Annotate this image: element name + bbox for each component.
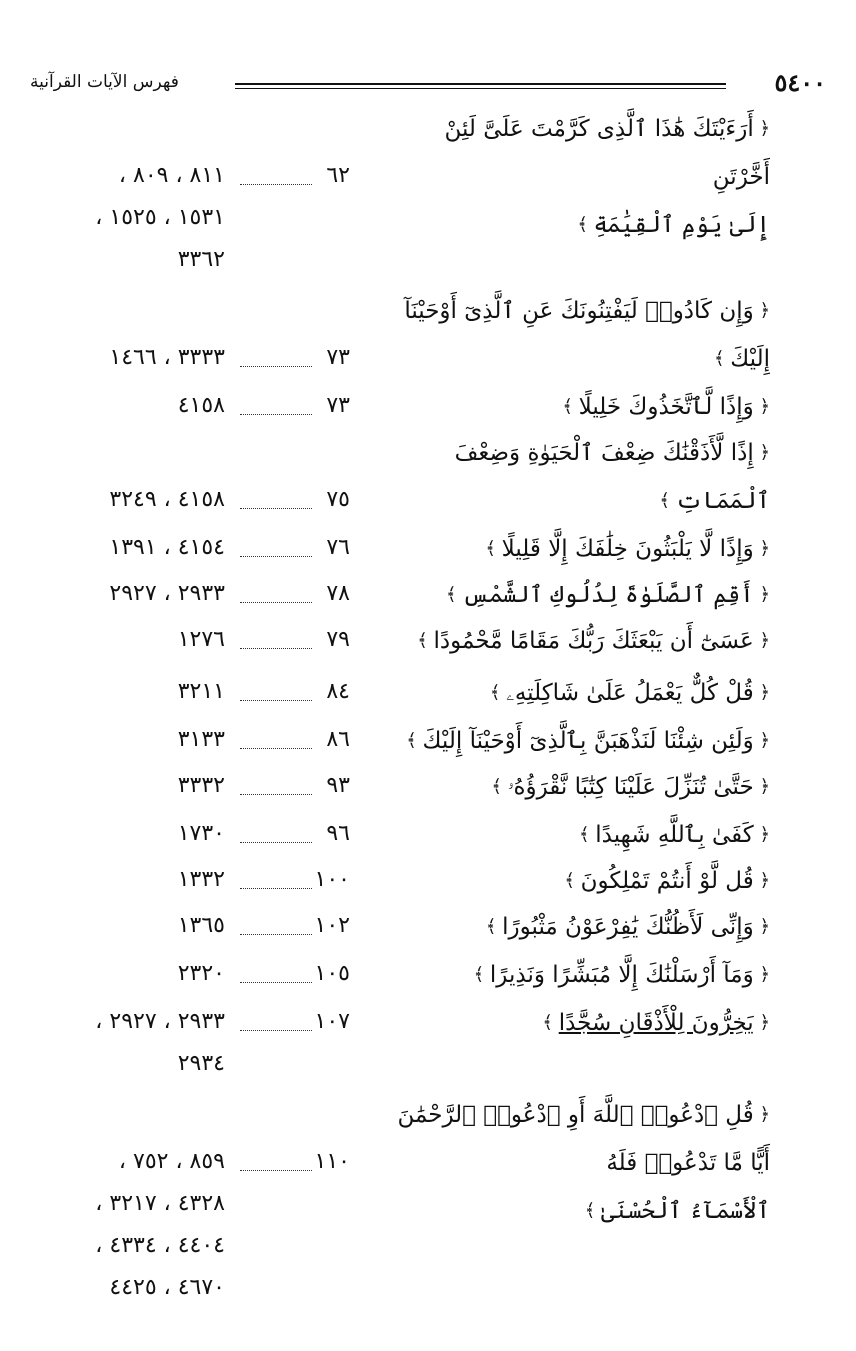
bracket-close-icon: ﴾ bbox=[491, 776, 508, 797]
verse-line bbox=[385, 617, 770, 665]
verse-line bbox=[385, 903, 770, 951]
index-entry bbox=[0, 951, 856, 999]
index-entry bbox=[0, 287, 856, 383]
verse-text bbox=[385, 429, 770, 525]
index-entry bbox=[0, 525, 856, 571]
reference-line: ٤٦٧٠ ، ٤٤٢٥ bbox=[109, 1275, 225, 1300]
index-entry bbox=[0, 811, 856, 857]
index-entry bbox=[0, 999, 856, 1091]
reference-line: ٤١٥٨ bbox=[177, 393, 225, 418]
bracket-close-icon: ﴾ bbox=[659, 490, 676, 511]
reference-line: ١٣٦٥ bbox=[177, 913, 225, 938]
verse-line-text: أَرَءَيْتَكَ هَٰذَا ٱلَّذِى كَرَّمْتَ عَلَىَّ لَئِنْ أَخَّرْتَنِ bbox=[444, 116, 770, 190]
reference-line: ١٢٧٦ bbox=[177, 627, 225, 652]
dot-leader bbox=[240, 1170, 312, 1171]
dot-leader bbox=[240, 842, 312, 843]
reference-line: ٣٢١١ bbox=[177, 679, 225, 704]
verse-text bbox=[385, 811, 770, 859]
reference-line: ٤١٥٤ ، ١٣٩١ bbox=[109, 535, 225, 560]
bracket-close-icon: ﴾ bbox=[578, 824, 596, 845]
ayah-number: ٨٦ bbox=[326, 727, 350, 752]
reference-line: ٢٩٣٤ bbox=[177, 1051, 225, 1076]
reference-list bbox=[40, 1001, 225, 1085]
verse-text bbox=[385, 999, 770, 1047]
bracket-close-icon: ﴾ bbox=[485, 916, 503, 937]
ayah-number: ١٠٥ bbox=[314, 961, 350, 986]
dot-leader bbox=[240, 556, 312, 557]
bracket-open-icon: ﴿ bbox=[753, 824, 770, 845]
bracket-close-icon: ﴾ bbox=[417, 630, 434, 651]
bracket-open-icon: ﴿ bbox=[753, 442, 770, 463]
verse-line bbox=[385, 999, 770, 1047]
index-entry bbox=[0, 1091, 856, 1300]
dot-leader bbox=[240, 700, 312, 701]
ayah-number: ٩٣ bbox=[326, 773, 350, 798]
bracket-close-icon: ﴾ bbox=[564, 870, 581, 891]
reference-list bbox=[40, 619, 225, 661]
verse-text bbox=[385, 669, 770, 717]
verse-line bbox=[385, 571, 770, 619]
bracket-open-icon: ﴿ bbox=[753, 1104, 770, 1125]
verse-line-text: قُلْ كُلٌّ يَعْمَلُ عَلَىٰ شَاكِلَتِهِۦ bbox=[506, 680, 754, 706]
index-entry bbox=[0, 763, 856, 811]
verse-line-text: وَلَئِن شِئْنَا لَنَذْهَبَنَّ بِٱلَّذِىٓ أَوْحَيْنَآ إِلَيْكَ bbox=[422, 728, 754, 754]
verse-text bbox=[385, 903, 770, 951]
reference-line: ٤٤٠٤ ، ٤٣٣٤ ، bbox=[95, 1233, 225, 1258]
bracket-open-icon: ﴿ bbox=[753, 682, 770, 703]
dot-leader bbox=[240, 366, 312, 367]
dot-leader bbox=[240, 184, 312, 185]
bracket-close-icon: ﴾ bbox=[584, 1200, 601, 1221]
dot-leader bbox=[240, 934, 312, 935]
verse-text bbox=[385, 951, 770, 999]
verse-line-text: يَخِرُّونَ لِلْأَذْقَانِ سُجَّدًا bbox=[558, 1010, 754, 1036]
ayah-number: ١١٠ bbox=[314, 1149, 350, 1174]
verse-line-text: إِلَيْكَ bbox=[730, 346, 770, 372]
reference-line: ٣٣٣٣ ، ١٤٦٦ bbox=[109, 345, 225, 370]
bracket-close-icon: ﴾ bbox=[489, 682, 507, 703]
reference-list bbox=[40, 573, 225, 615]
verse-text bbox=[385, 571, 770, 619]
ayah-number: ٧٣ bbox=[326, 345, 350, 370]
verse-text bbox=[385, 1091, 770, 1235]
bracket-open-icon: ﴿ bbox=[753, 916, 770, 937]
bracket-close-icon: ﴾ bbox=[406, 730, 423, 751]
verse-line bbox=[385, 429, 770, 477]
reference-list bbox=[40, 719, 225, 761]
bracket-close-icon: ﴾ bbox=[542, 1012, 559, 1033]
bracket-open-icon: ﴿ bbox=[753, 630, 770, 651]
verse-line-text: قُل لَّوْ أَنتُمْ تَمْلِكُونَ bbox=[580, 868, 754, 894]
bracket-open-icon: ﴿ bbox=[753, 964, 770, 985]
reference-line: ٨١١ ، ٨٠٩ ، bbox=[118, 163, 225, 188]
verse-line-text: وَإِذًا لَّٱتَّخَذُوكَ خَلِيلًا bbox=[578, 394, 754, 420]
bracket-open-icon: ﴿ bbox=[753, 730, 770, 751]
ayah-number: ٧٩ bbox=[326, 627, 350, 652]
bracket-close-icon: ﴾ bbox=[562, 396, 579, 417]
reference-line: ٣٣٣٢ bbox=[177, 773, 225, 798]
running-title: فهرس الآيات القرآنية bbox=[30, 72, 179, 92]
reference-line: ١٧٣٠ bbox=[177, 821, 225, 846]
reference-line: ٣٣٦٢ bbox=[177, 247, 225, 272]
bracket-open-icon: ﴿ bbox=[753, 118, 770, 139]
dot-leader bbox=[240, 602, 312, 603]
verse-text bbox=[385, 717, 770, 765]
verse-line-text: ٱلْمَمَاتِ bbox=[675, 488, 770, 514]
verse-text bbox=[385, 383, 770, 431]
verse-line bbox=[385, 951, 770, 999]
reference-line: ٨٥٩ ، ٧٥٢ ، bbox=[118, 1149, 225, 1174]
reference-list bbox=[40, 479, 225, 521]
verse-text bbox=[385, 617, 770, 665]
verse-line bbox=[385, 201, 770, 249]
index-entry bbox=[0, 903, 856, 951]
reference-list bbox=[40, 527, 225, 569]
bracket-open-icon: ﴿ bbox=[753, 1012, 770, 1033]
verse-line-text: حَتَّىٰ تُنَزِّلَ عَلَيْنَا كِتَٰبًا نَّقْرَؤُهُۥ bbox=[507, 774, 754, 800]
verse-line bbox=[385, 717, 770, 765]
verse-line bbox=[385, 811, 770, 859]
verse-line-text: إِلَىٰ يَوْمِ ٱلْقِيَٰمَةِ bbox=[593, 212, 770, 238]
reference-line: ١٣٣٢ bbox=[177, 867, 225, 892]
verse-line-text: إِذًا لَّأَذَقْنَٰكَ ضِعْفَ ٱلْحَيَوٰةِ وَضِعْفَ bbox=[454, 440, 754, 466]
index-entry bbox=[0, 669, 856, 717]
verse-line-text: وَإِذًا لَّا يَلْبَثُونَ خِلَٰفَكَ إِلَّا قَلِيلًا bbox=[501, 536, 754, 562]
verse-line-text: ٱلْأَسْمَآءُ ٱلْحُسْنَىٰ bbox=[600, 1198, 770, 1224]
reference-list bbox=[40, 1141, 225, 1309]
dot-leader bbox=[240, 982, 312, 983]
index-entry bbox=[0, 571, 856, 617]
ayah-number: ٧٣ bbox=[326, 393, 350, 418]
index-entry bbox=[0, 429, 856, 525]
bracket-open-icon: ﴿ bbox=[753, 584, 770, 605]
page-header bbox=[30, 70, 826, 100]
verse-line-text: كَفَىٰ بِٱللَّهِ شَهِيدًا bbox=[595, 822, 754, 848]
ayah-number: ٧٥ bbox=[326, 487, 350, 512]
reference-list bbox=[40, 337, 225, 379]
verse-line bbox=[385, 335, 770, 383]
dot-leader bbox=[240, 508, 312, 509]
verse-text bbox=[385, 105, 770, 249]
ayah-number: ٨٤ bbox=[326, 679, 350, 704]
reference-list bbox=[40, 765, 225, 807]
bracket-close-icon: ﴾ bbox=[473, 964, 490, 985]
reference-line: ٢٣٢٠ bbox=[177, 961, 225, 986]
index-entry bbox=[0, 857, 856, 903]
reference-line: ٤٣٢٨ ، ٣٢١٧ ، bbox=[95, 1191, 225, 1216]
header-rule bbox=[235, 83, 726, 85]
verse-line-text: وَمَآ أَرْسَلْنَٰكَ إِلَّا مُبَشِّرًا وَنَذِيرًا bbox=[489, 962, 754, 988]
verse-line bbox=[385, 383, 770, 431]
index-entry bbox=[0, 383, 856, 429]
bracket-close-icon: ﴾ bbox=[713, 348, 731, 369]
ayah-number: ٦٢ bbox=[326, 163, 350, 188]
bracket-close-icon: ﴾ bbox=[445, 584, 463, 605]
index-entry bbox=[0, 617, 856, 669]
verse-line bbox=[385, 525, 770, 573]
verse-line bbox=[385, 287, 770, 335]
bracket-open-icon: ﴿ bbox=[753, 870, 770, 891]
index-entry bbox=[0, 105, 856, 287]
reference-list bbox=[40, 859, 225, 901]
ayah-number: ٧٨ bbox=[326, 581, 350, 606]
verse-line-text: أَقِمِ ٱلصَّلَوٰةَ لِدُلُوكِ ٱلشَّمْسِ bbox=[462, 582, 754, 608]
dot-leader bbox=[240, 794, 312, 795]
reference-line: ٢٩٣٣ ، ٢٩٢٧ ، bbox=[95, 1009, 225, 1034]
reference-list bbox=[40, 671, 225, 713]
verse-text bbox=[385, 857, 770, 905]
dot-leader bbox=[240, 888, 312, 889]
dot-leader bbox=[240, 1030, 312, 1031]
reference-list bbox=[40, 813, 225, 855]
verse-line bbox=[385, 669, 770, 717]
verse-line bbox=[385, 1091, 770, 1187]
verse-line bbox=[385, 105, 770, 201]
header-rule-thin bbox=[235, 88, 726, 89]
dot-leader bbox=[240, 648, 312, 649]
page-number: ٥٤٠٠ bbox=[774, 68, 826, 97]
reference-line: ٢٩٣٣ ، ٢٩٢٧ bbox=[109, 581, 225, 606]
verse-line bbox=[385, 1187, 770, 1235]
index-entry bbox=[0, 717, 856, 763]
bracket-open-icon: ﴿ bbox=[753, 776, 770, 797]
verse-text bbox=[385, 763, 770, 811]
ayah-number: ١٠٢ bbox=[314, 913, 350, 938]
bracket-open-icon: ﴿ bbox=[753, 538, 770, 559]
verse-text bbox=[385, 287, 770, 383]
bracket-open-icon: ﴿ bbox=[753, 396, 770, 417]
reference-line: ٤١٥٨ ، ٣٢٤٩ bbox=[109, 487, 225, 512]
dot-leader bbox=[240, 748, 312, 749]
ayah-number: ١٠٧ bbox=[314, 1009, 350, 1034]
reference-line: ١٥٣١ ، ١٥٢٥ ، bbox=[95, 205, 225, 230]
verse-line bbox=[385, 763, 770, 811]
verse-line-text: عَسَىٰٓ أَن يَبْعَثَكَ رَبُّكَ مَقَامًا مَّحْمُودًا bbox=[433, 628, 754, 654]
verse-text bbox=[385, 525, 770, 573]
bracket-open-icon: ﴿ bbox=[753, 300, 770, 321]
dot-leader bbox=[240, 414, 312, 415]
bracket-close-icon: ﴾ bbox=[485, 538, 502, 559]
reference-list bbox=[40, 155, 225, 281]
verse-line-text: وَإِن كَادُوا۟ لَيَفْتِنُونَكَ عَنِ ٱلَّذِىٓ أَوْحَيْنَآ bbox=[404, 298, 754, 324]
reference-list bbox=[40, 905, 225, 947]
bracket-close-icon: ﴾ bbox=[577, 214, 594, 235]
ayah-number: ٧٦ bbox=[326, 535, 350, 560]
ayah-number: ١٠٠ bbox=[314, 867, 350, 892]
verse-line bbox=[385, 857, 770, 905]
reference-line: ٣١٣٣ bbox=[177, 727, 225, 752]
verse-line bbox=[385, 477, 770, 525]
reference-list bbox=[40, 953, 225, 995]
verse-line-text: قُلِ ٱدْعُوا۟ ٱللَّهَ أَوِ ٱدْعُوا۟ ٱلرَّحْمَٰنَ أَيًّا مَّا تَدْعُوا۟ فَلَهُ bbox=[397, 1102, 770, 1176]
ayah-number: ٩٦ bbox=[326, 821, 350, 846]
reference-list bbox=[40, 385, 225, 427]
verse-line-text: وَإِنِّى لَأَظُنُّكَ يَٰفِرْعَوْنُ مَثْبُورًا bbox=[502, 914, 754, 940]
